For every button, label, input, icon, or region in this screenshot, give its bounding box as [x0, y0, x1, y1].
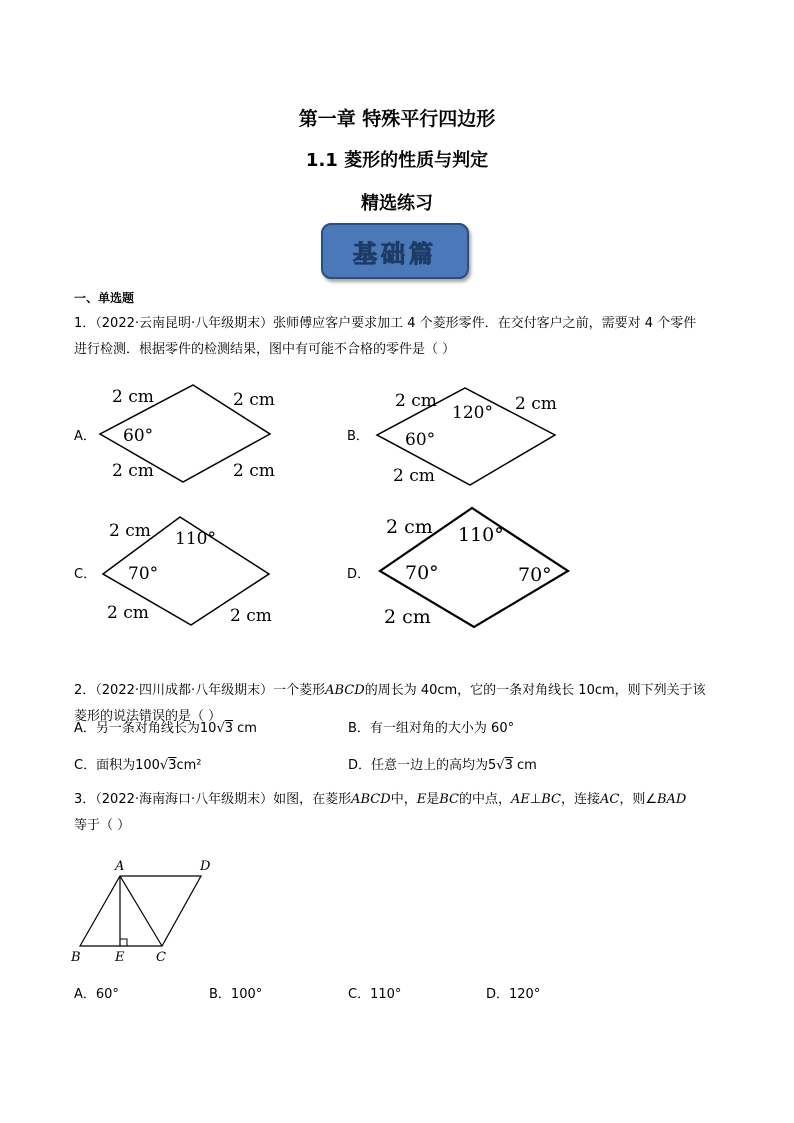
vertex-label: B — [71, 950, 81, 965]
vertex-label: E — [115, 950, 125, 965]
q3-option-b: B．100° — [209, 987, 263, 1002]
rhombus-abcd-figure — [66, 855, 226, 965]
var: AE — [510, 792, 530, 807]
angle-label: 60° — [405, 430, 436, 450]
question-3-line-1 — [74, 787, 734, 813]
subtitle: 精选练习 — [361, 193, 433, 214]
side-label: 2 cm — [386, 516, 433, 538]
option-text: C．面积为 — [74, 758, 136, 773]
angle-label: 70° — [405, 562, 439, 584]
question-1 — [74, 311, 734, 363]
badge-label: 基础篇 — [353, 238, 437, 268]
side-label: 2 cm — [393, 466, 435, 486]
rhombus-figure-a — [88, 378, 288, 488]
vertex-label: A — [115, 859, 125, 874]
vertex-label: C — [156, 950, 166, 965]
q2-option-b: B．有一组对角的大小为 60° — [348, 721, 515, 736]
var: BAD — [656, 792, 687, 807]
sqrt-icon: √ — [159, 758, 169, 773]
var: E — [416, 792, 427, 807]
q3-option-a: A．60° — [74, 987, 119, 1002]
option-d-label: D． — [347, 567, 371, 582]
variable-abcd: ABCD — [325, 683, 365, 698]
question-2-line-2: 菱形的说法错误的是（ ） — [74, 709, 222, 724]
question-3-line-2: 等于（ ） — [74, 818, 131, 833]
q3-text: 3．（2022·海南海口·八年级期末）如图，在菱形 — [74, 792, 352, 807]
question-1-line-2: 进行检测．根据零件的检测结果，图中有可能不合格的零件是（ ） — [74, 342, 456, 357]
level-badge — [321, 223, 469, 279]
chapter-title: 第一章 特殊平行四边形 — [298, 108, 496, 130]
q3-option-d: D．120° — [486, 987, 541, 1002]
rhombus-figure-c — [95, 512, 285, 630]
angle-label: 110° — [175, 529, 216, 549]
unit: cm — [233, 721, 257, 736]
option-a-label: A． — [74, 429, 96, 444]
radicand: 3 — [224, 721, 234, 736]
side-label: 2 cm — [112, 387, 154, 407]
rhombus-figure-d — [372, 505, 572, 633]
q3-text: 的中点， — [458, 792, 511, 807]
side-label: 2 cm — [112, 461, 154, 481]
question-2-text: 2．（2022·四川成都·八年级期末）一个菱形 — [74, 683, 326, 698]
side-label: 2 cm — [384, 606, 431, 628]
option-b-label: B． — [347, 429, 369, 444]
radicand: 3 — [168, 758, 177, 773]
q3-text: 中， — [390, 792, 417, 807]
angle-label: 70° — [518, 564, 552, 586]
q2-option-a — [74, 717, 257, 736]
var: ABCD — [351, 792, 391, 807]
var: AC — [599, 792, 620, 807]
var: BC — [541, 792, 561, 807]
q2-option-c — [74, 754, 202, 773]
var: BC — [439, 792, 459, 807]
side-label: 2 cm — [233, 390, 275, 410]
section-title: 1.1 菱形的性质与判定 — [305, 150, 489, 171]
radicand: 3 — [504, 758, 513, 773]
coefficient: 100 — [135, 758, 160, 773]
diagonal-ac — [120, 876, 162, 946]
question-2-text: 的周长为 40cm，它的一条对角线长 10cm，则下列关于该 — [364, 683, 706, 698]
q3-text: ，连接 — [560, 792, 600, 807]
q3-text: 是 — [426, 792, 440, 807]
q2-option-d — [348, 754, 537, 773]
sqrt-icon: √ — [496, 758, 505, 773]
question-2-line-1 — [74, 678, 734, 704]
side-label: 2 cm — [107, 603, 149, 623]
side-label: 2 cm — [395, 391, 437, 411]
side-label: 2 cm — [109, 521, 151, 541]
option-c-label: C． — [74, 567, 97, 582]
angle-label: 60° — [123, 426, 154, 446]
rhombus-figure-b — [365, 385, 565, 490]
q3-option-c: C．110° — [348, 987, 402, 1002]
angle-label: 120° — [452, 403, 493, 423]
unit: cm — [512, 758, 537, 773]
right-angle-mark — [120, 939, 127, 946]
angle-label: 110° — [458, 524, 504, 546]
q3-text: ，则∠ — [619, 792, 657, 807]
side-label: 2 cm — [233, 461, 275, 481]
coefficient: 10 — [199, 721, 217, 736]
section-heading: 一、单选题 — [74, 291, 135, 305]
option-text: D．任意一边上的高均为 — [348, 758, 489, 773]
unit: cm² — [176, 758, 202, 773]
sqrt-icon: √ — [216, 721, 225, 736]
coefficient: 5 — [488, 758, 497, 773]
side-label: 2 cm — [515, 394, 557, 414]
side-label: 2 cm — [230, 606, 272, 626]
angle-label: 70° — [128, 564, 159, 584]
question-1-line-1: 1．（2022·云南昆明·八年级期末）张师傅应客户要求加工 4 个菱形零件．在交付客户之前，需要对 4 个零件 — [74, 316, 697, 331]
question-3 — [74, 787, 734, 839]
q3-text: ⊥ — [529, 792, 542, 807]
vertex-label: D — [200, 859, 211, 874]
option-text: A．另一条对角线长为 — [74, 721, 200, 736]
